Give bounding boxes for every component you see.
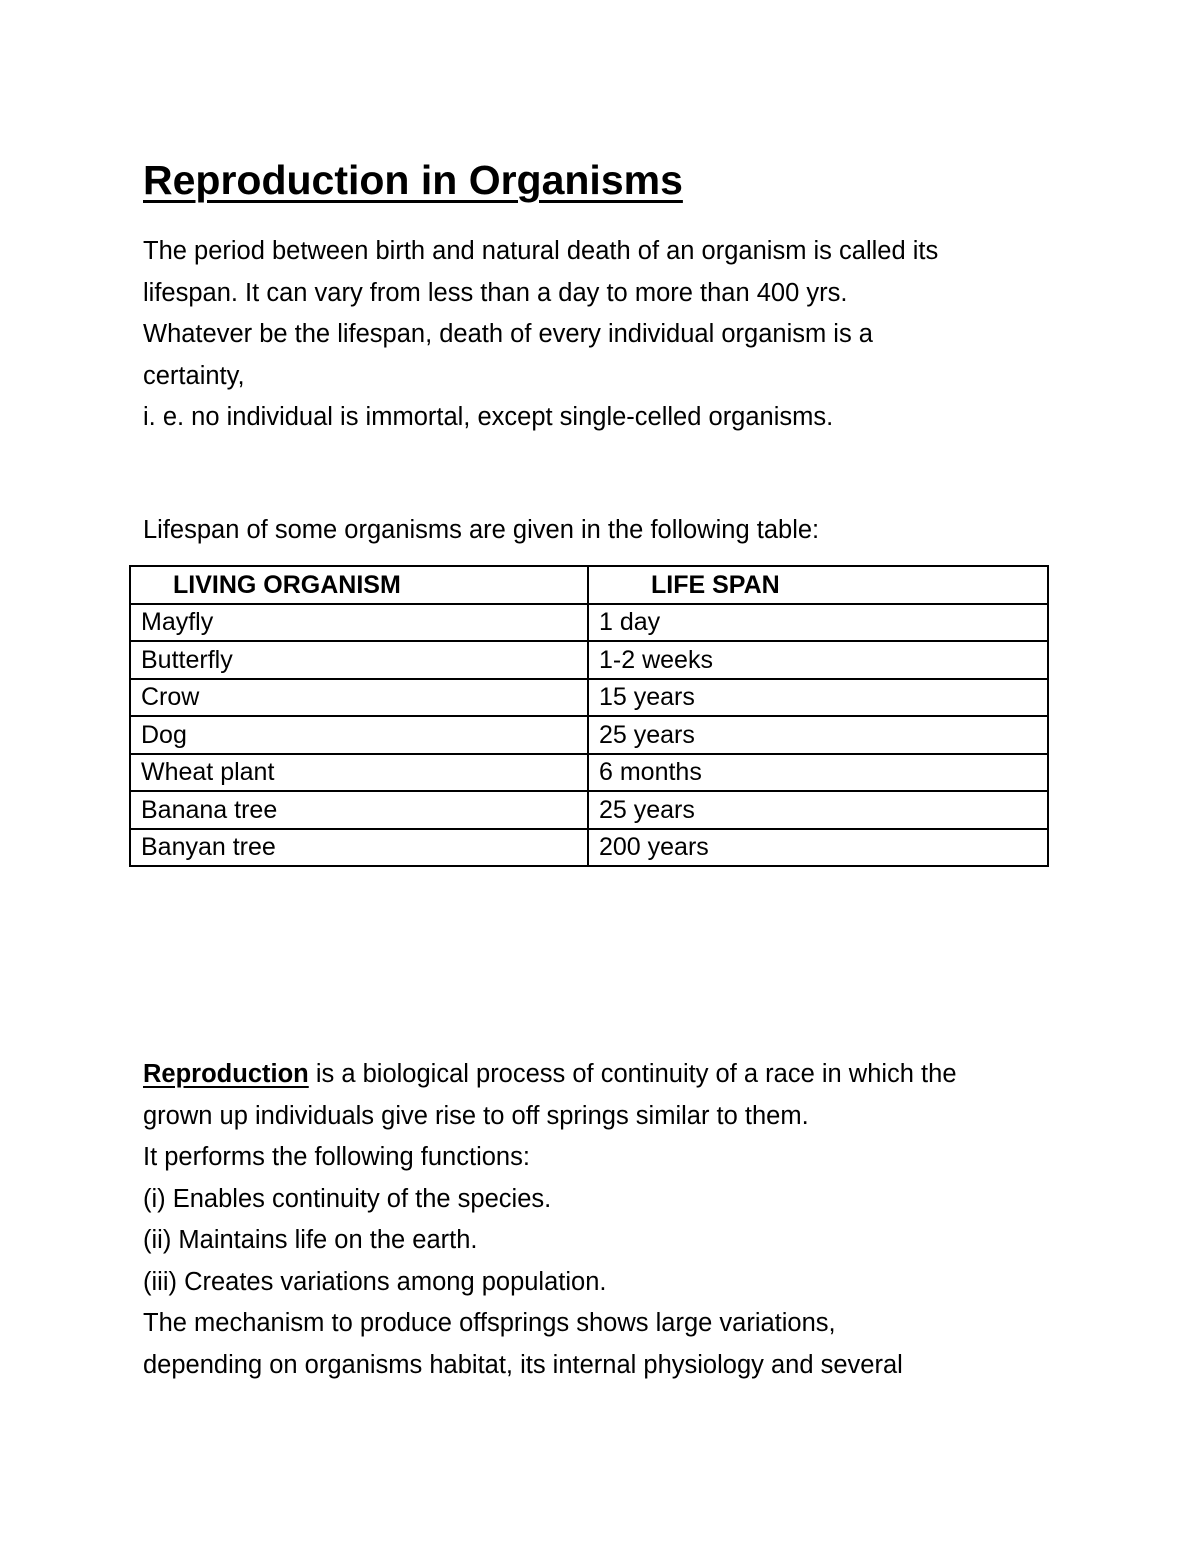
function-item: (iii) Creates variations among population. bbox=[143, 1267, 607, 1296]
table-row bbox=[130, 679, 1048, 717]
table-row bbox=[130, 641, 1048, 679]
function-item: (ii) Maintains life on the earth. bbox=[143, 1226, 478, 1254]
lifespan-cell: 200 years bbox=[588, 829, 1048, 867]
organism-cell: Butterfly bbox=[130, 641, 588, 679]
reproduction-line: The mechanism to produce offsprings shows large variations, bbox=[143, 1309, 836, 1337]
intro-line: lifespan. It can vary from less than a day to more than 400 yrs. bbox=[143, 278, 848, 307]
reproduction-line: It performs the following functions: bbox=[143, 1143, 530, 1171]
organism-cell: Wheat plant bbox=[130, 754, 588, 792]
reproduction-term: Reproduction bbox=[143, 1060, 309, 1088]
reproduction-line: depending on organisms habitat, its internal physiology and several bbox=[143, 1350, 903, 1379]
organism-cell: Mayfly bbox=[130, 604, 588, 642]
reproduction-definition: is a biological process of continuity of a race in which the bbox=[308, 1060, 957, 1088]
lifespan-cell: 15 years bbox=[588, 679, 1048, 717]
table-row bbox=[130, 716, 1048, 754]
function-item: (i) Enables continuity of the species. bbox=[143, 1184, 552, 1213]
page-title: Reproduction in Organisms bbox=[143, 157, 683, 203]
column-header-organism: LIVING ORGANISM bbox=[130, 566, 588, 604]
reproduction-line bbox=[143, 1054, 957, 1096]
intro-line: Whatever be the lifespan, death of every individual organism is a bbox=[143, 320, 873, 348]
lifespan-cell: 1 day bbox=[588, 604, 1048, 642]
intro-line: The period between birth and natural death of an organism is called its bbox=[143, 237, 939, 265]
organism-cell: Banyan tree bbox=[130, 829, 588, 867]
intro-line: certainty, bbox=[143, 361, 245, 390]
intro-line: i. e. no individual is immortal, except single-celled organisms. bbox=[143, 403, 834, 431]
table-caption-text: Lifespan of some organisms are given in the following table: bbox=[143, 516, 820, 544]
organism-cell: Banana tree bbox=[130, 791, 588, 829]
organism-cell: Dog bbox=[130, 716, 588, 754]
table-row bbox=[130, 829, 1048, 867]
column-header-lifespan: LIFE SPAN bbox=[588, 566, 1048, 604]
table-row bbox=[130, 604, 1048, 642]
lifespan-cell: 1-2 weeks bbox=[588, 641, 1048, 679]
lifespan-cell: 25 years bbox=[588, 791, 1048, 829]
reproduction-line: grown up individuals give rise to off springs similar to them. bbox=[143, 1101, 809, 1130]
intro-paragraph bbox=[143, 231, 938, 439]
table-row bbox=[130, 754, 1048, 792]
table-caption bbox=[143, 510, 819, 552]
lifespan-table bbox=[129, 565, 1049, 867]
table-row bbox=[130, 791, 1048, 829]
lifespan-cell: 6 months bbox=[588, 754, 1048, 792]
lifespan-cell: 25 years bbox=[588, 716, 1048, 754]
organism-cell: Crow bbox=[130, 679, 588, 717]
table-header-row bbox=[130, 566, 1048, 604]
reproduction-paragraph bbox=[143, 1054, 957, 1386]
